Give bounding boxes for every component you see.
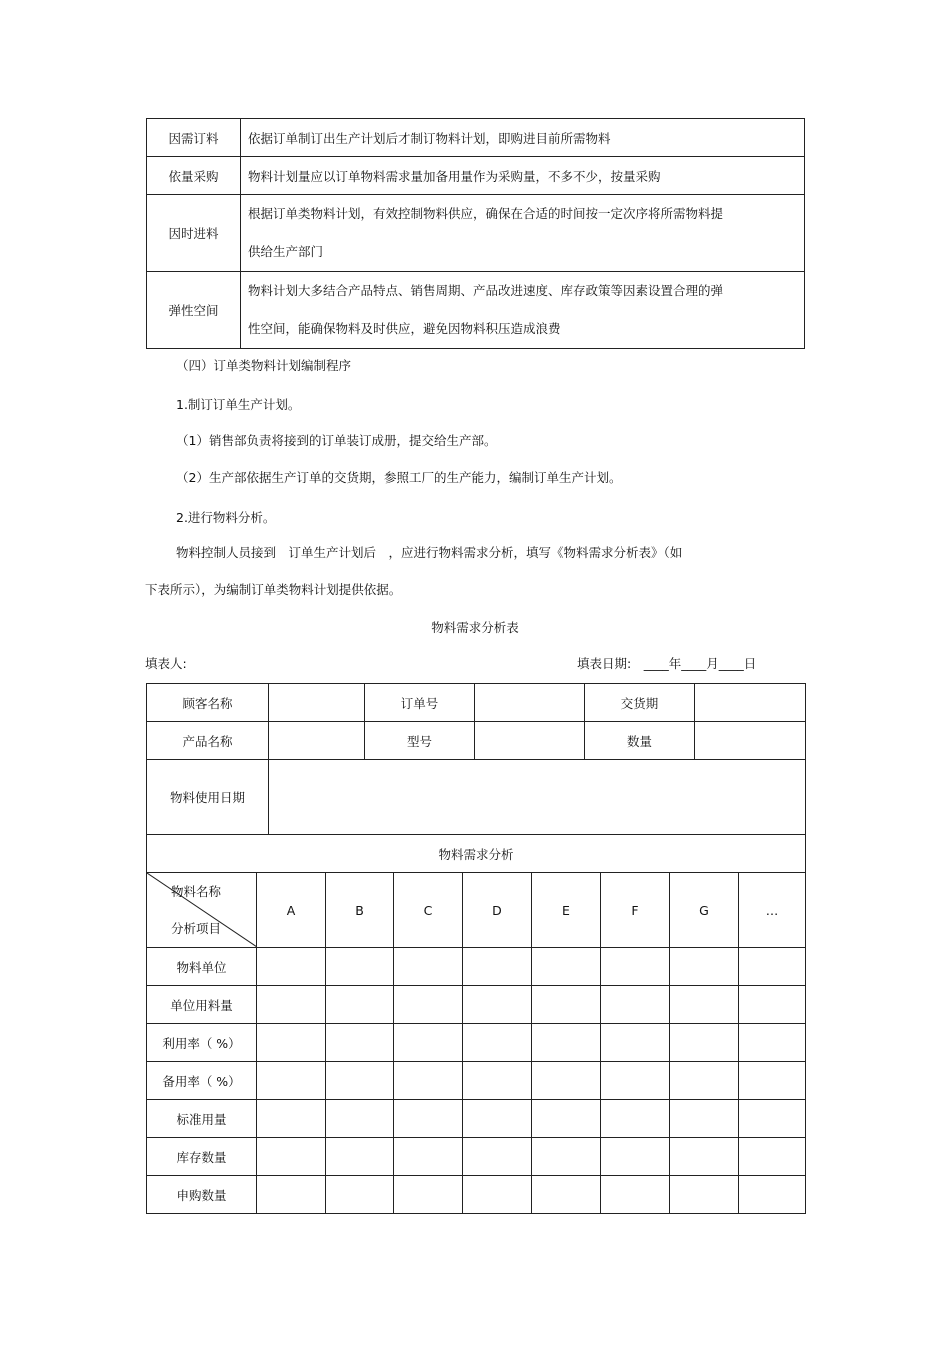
cell[interactable] [532,948,601,986]
analysis-table [146,872,806,1214]
cell[interactable] [394,1138,463,1176]
cell[interactable] [670,1062,739,1100]
principle-desc [241,272,805,349]
cell[interactable] [739,986,806,1024]
cell[interactable] [463,986,532,1024]
cell[interactable] [394,986,463,1024]
cell[interactable] [670,948,739,986]
cell[interactable] [670,1024,739,1062]
row-label: 利用率（ %） [147,1024,257,1062]
cell[interactable] [257,948,326,986]
cell[interactable] [326,1062,394,1100]
customer-label: 顾客名称 [147,684,269,722]
cell[interactable] [394,948,463,986]
cell[interactable] [257,1062,326,1100]
diag-bottom-label: 分析项目 [171,921,222,936]
principle-desc: 物料计划量应以订单物料需求量加备用量作为采购量，不多不少，按量采购 [241,157,805,195]
table-row [147,1138,806,1176]
row-label: 备用率（ %） [147,1062,257,1100]
cell[interactable] [326,1100,394,1138]
order-value[interactable] [475,684,585,722]
body-text: 下表所示），为编制订单类物料计划提供依据。 [145,582,402,597]
cell[interactable] [739,948,806,986]
table-row [147,1176,806,1214]
diag-top-label: 物料名称 [171,884,222,899]
table-row [147,835,806,873]
cell[interactable] [326,1176,394,1214]
desc-line: 供给生产部门 [248,244,324,259]
principle-desc [241,195,805,272]
form-title: 物料需求分析表 [431,620,519,635]
usage-date-label: 物料使用日期 [147,760,269,835]
column-header: D [463,873,532,948]
row-label: 申购数量 [147,1176,257,1214]
cell[interactable] [601,1100,670,1138]
diagonal-header-cell [147,873,257,948]
cell[interactable] [739,1062,806,1100]
table-row [147,1024,806,1062]
cell[interactable] [326,948,394,986]
date-label: 填表日期: ____年____月____日 [577,656,757,671]
cell[interactable] [670,1138,739,1176]
delivery-value[interactable] [695,684,806,722]
table-row [147,760,806,835]
cell[interactable] [326,986,394,1024]
usage-date-value[interactable] [269,760,806,835]
table-row [147,195,805,272]
principle-key: 依量采购 [147,157,241,195]
body-text: 物料控制人员接到 订单生产计划后 ，应进行物料需求分析，填写《物料需求分析表》（如 [176,545,683,560]
cell[interactable] [532,1062,601,1100]
table-row [147,1100,806,1138]
cell[interactable] [532,1138,601,1176]
table-row [147,948,806,986]
row-label: 单位用料量 [147,986,257,1024]
row-label: 库存数量 [147,1138,257,1176]
cell[interactable] [739,1176,806,1214]
cell[interactable] [463,948,532,986]
product-value[interactable] [269,722,365,760]
cell[interactable] [601,986,670,1024]
cell[interactable] [326,1024,394,1062]
cell[interactable] [326,1138,394,1176]
cell[interactable] [532,986,601,1024]
cell[interactable] [463,1138,532,1176]
order-label: 订单号 [365,684,475,722]
principle-key: 因需订料 [147,119,241,157]
column-header: E [532,873,601,948]
principle-desc: 依据订单制订出生产计划后才制订物料计划，即购进目前所需物料 [241,119,805,157]
model-value[interactable] [475,722,585,760]
cell[interactable] [257,1138,326,1176]
analysis-header: 物料需求分析 [147,835,806,873]
cell[interactable] [532,1024,601,1062]
model-label: 型号 [365,722,475,760]
cell[interactable] [739,1138,806,1176]
cell[interactable] [257,1024,326,1062]
table-row [147,272,805,349]
column-header: F [601,873,670,948]
cell[interactable] [394,1062,463,1100]
cell[interactable] [670,986,739,1024]
cell[interactable] [463,1176,532,1214]
cell[interactable] [601,1138,670,1176]
cell[interactable] [601,1062,670,1100]
cell[interactable] [601,1176,670,1214]
cell[interactable] [739,1024,806,1062]
table-row [147,722,806,760]
table-row [147,1062,806,1100]
cell[interactable] [394,1024,463,1062]
table-row [147,157,805,195]
table-header-row [147,873,806,948]
column-header: A [257,873,326,948]
principles-table [146,118,805,349]
cell[interactable] [670,1100,739,1138]
cell[interactable] [532,1176,601,1214]
table-row [147,986,806,1024]
quantity-value[interactable] [695,722,806,760]
cell[interactable] [394,1176,463,1214]
step-1-a: （1）销售部负责将接到的订单装订成册，提交给生产部。 [176,433,497,448]
table-row [147,684,806,722]
cell[interactable] [257,986,326,1024]
cell[interactable] [670,1176,739,1214]
step-2: 2.进行物料分析。 [176,510,276,525]
cell[interactable] [532,1100,601,1138]
step-1: 1.制订订单生产计划。 [176,397,301,412]
cell[interactable] [257,1176,326,1214]
cell[interactable] [463,1062,532,1100]
cell[interactable] [601,1024,670,1062]
column-header: C [394,873,463,948]
column-header: … [739,873,806,948]
cell[interactable] [739,1100,806,1138]
step-1-b: （2）生产部依据生产订单的交货期，参照工厂的生产能力，编制订单生产计划。 [176,470,622,485]
cell[interactable] [257,1100,326,1138]
principle-key: 弹性空间 [147,272,241,349]
column-header: G [670,873,739,948]
row-label: 物料单位 [147,948,257,986]
product-label: 产品名称 [147,722,269,760]
cell[interactable] [463,1024,532,1062]
customer-value[interactable] [269,684,365,722]
cell[interactable] [601,948,670,986]
table-row [147,119,805,157]
row-label: 标准用量 [147,1100,257,1138]
filler-label: 填表人: [145,656,187,671]
section-heading: （四）订单类物料计划编制程序 [176,358,352,373]
cell[interactable] [463,1100,532,1138]
desc-line: 性空间，能确保物料及时供应，避免因物料积压造成浪费 [248,321,561,336]
column-header: B [326,873,394,948]
desc-line: 物料计划大多结合产品特点、销售周期、产品改进速度、库存政策等因素设置合理的弹 [248,283,724,298]
cell[interactable] [394,1100,463,1138]
info-table [146,683,806,873]
delivery-label: 交货期 [585,684,695,722]
quantity-label: 数量 [585,722,695,760]
principle-key: 因时进料 [147,195,241,272]
desc-line: 根据订单类物料计划，有效控制物料供应，确保在合适的时间按一定次序将所需物料提 [248,206,724,221]
